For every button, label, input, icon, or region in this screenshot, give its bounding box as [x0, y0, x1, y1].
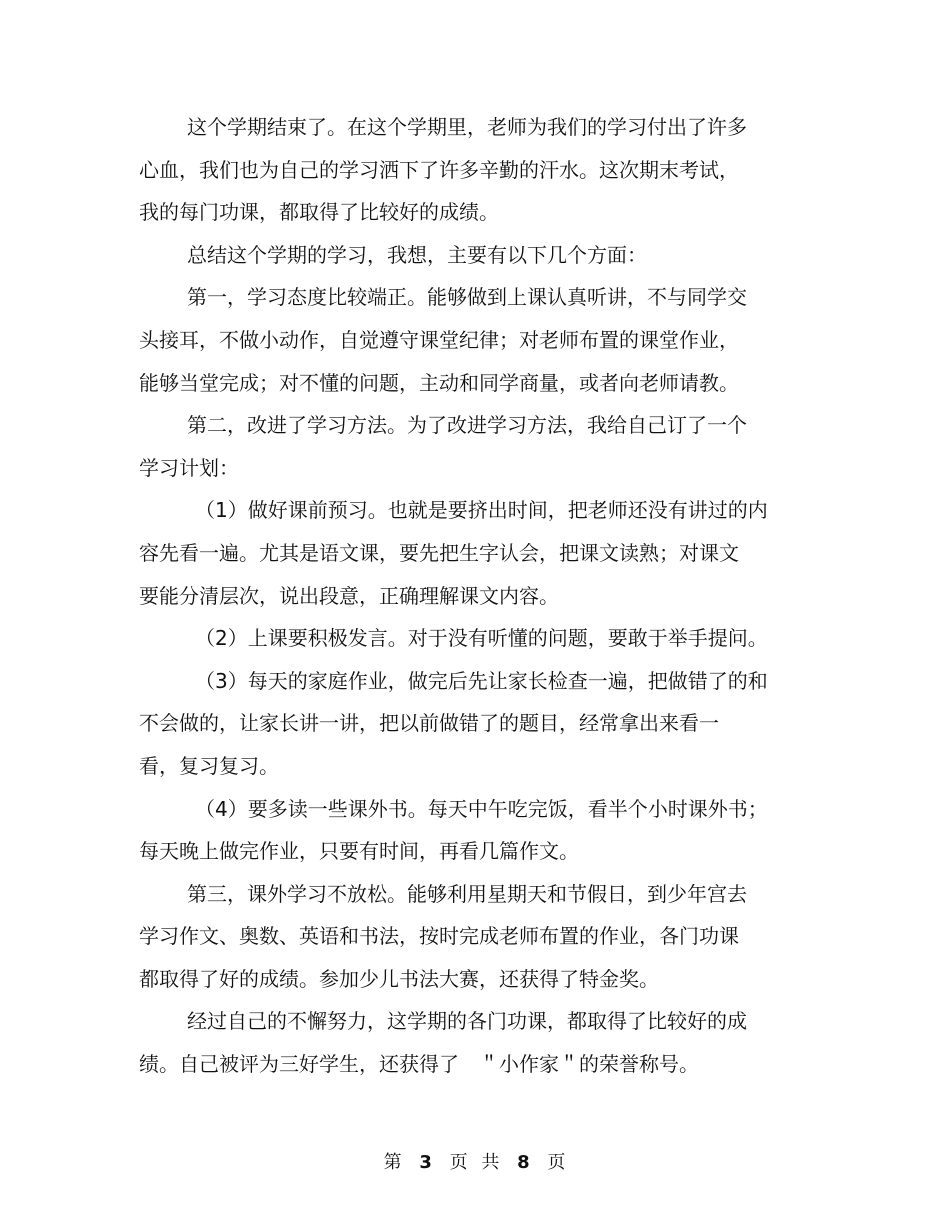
paragraph — [139, 873, 779, 1001]
text-line: 容先看一遍。尤其是语文课，要先把生字认会，把课文读熟；对课文 — [139, 540, 739, 565]
text-line: （4）要多读一些课外书。每天中午吃完饭，看半个小时课外书； — [195, 796, 768, 821]
paragraph — [139, 276, 779, 404]
text-line: 心血，我们也为自己的学习洒下了许多辛勤的汗水。这次期末考试， — [139, 157, 739, 182]
total-page-number: 8 — [517, 1152, 531, 1173]
text-line: 学习计划： — [139, 455, 239, 480]
text-line: 能够当堂完成；对不懂的问题，主动和同学商量，或者向老师请教。 — [139, 370, 739, 395]
footer-suffix: 页 — [547, 1152, 567, 1173]
paragraph — [139, 489, 779, 617]
footer-mid: 页 共 — [449, 1152, 501, 1173]
text-line: 第三，课外学习不放松。能够利用星期天和节假日，到少年宫去 — [187, 881, 747, 906]
paragraph — [139, 617, 779, 660]
paragraph — [139, 404, 779, 489]
paragraph — [139, 660, 779, 788]
current-page-number: 3 — [419, 1152, 433, 1173]
text-line: 第二，改进了学习方法。为了改进学习方法，我给自己订了一个 — [187, 413, 747, 438]
document-body — [139, 106, 779, 1086]
text-line: 总结这个学期的学习，我想，主要有以下几个方面： — [187, 242, 647, 267]
footer-prefix: 第 — [383, 1152, 403, 1173]
text-line: 这个学期结束了。在这个学期里，老师为我们的学习付出了许多 — [187, 115, 747, 139]
text-line: 学习作文、奥数、英语和书法，按时完成老师布置的作业，各门功课 — [139, 924, 739, 949]
text-line: 看，复习复习。 — [139, 753, 279, 778]
text-line: 每天晚上做完作业，只要有时间，再看几篇作文。 — [139, 839, 579, 864]
text-line: 经过自己的不懈努力，这学期的各门功课，都取得了比较好的成 — [187, 1009, 747, 1034]
paragraph — [139, 788, 779, 873]
text-line: 都取得了好的成绩。参加少儿书法大赛，还获得了特金奖。 — [139, 966, 659, 991]
text-line: 绩。自己被评为三好学生，还获得了 ＂小作家＂的荣誉称号。 — [139, 1052, 699, 1077]
text-line: 我的每门功课，都取得了比较好的成绩。 — [139, 200, 499, 225]
paragraph — [139, 106, 779, 234]
paragraph — [139, 1000, 779, 1085]
text-line: 要能分清层次，说出段意，正确理解课文内容。 — [139, 583, 559, 608]
text-line: （2）上课要积极发言。对于没有听懂的问题，要敢于举手提问。 — [195, 626, 768, 651]
text-line: （3）每天的家庭作业，做完后先让家长检查一遍，把做错了的和 — [195, 668, 768, 693]
text-line: 不会做的，让家长讲一讲，把以前做错了的题目，经常拿出来看一 — [139, 711, 719, 736]
text-line: 第一，学习态度比较端正。能够做到上课认真听讲，不与同学交 — [187, 285, 747, 310]
text-line: 头接耳，不做小动作，自觉遵守课堂纪律；对老师布置的课堂作业， — [139, 327, 739, 352]
paragraph — [139, 234, 779, 277]
text-line: （1）做好课前预习。也就是要挤出时间，把老师还没有讲过的内 — [195, 498, 768, 523]
page-footer — [0, 1148, 950, 1178]
